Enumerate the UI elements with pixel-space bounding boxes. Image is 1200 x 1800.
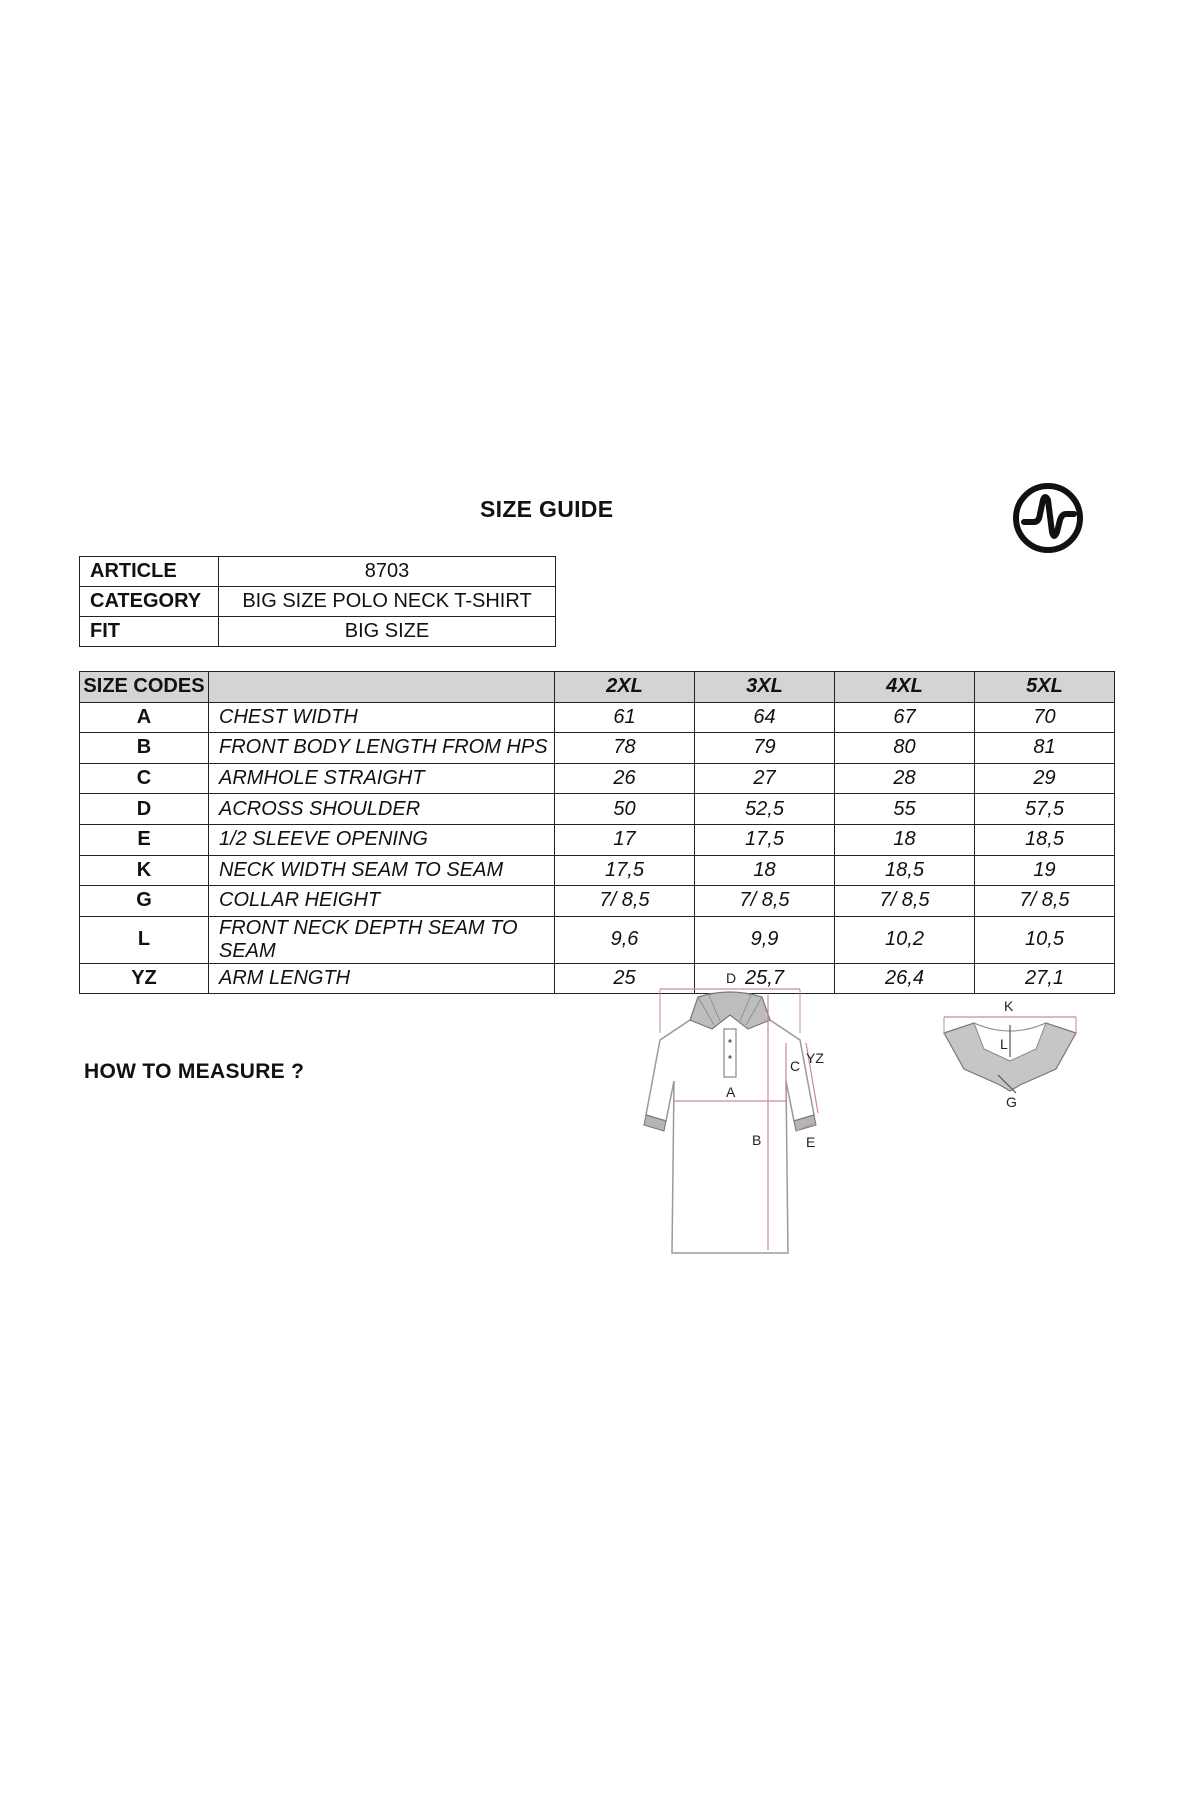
label-yz: YZ [806,1050,824,1066]
measure-value: 27,1 [975,963,1115,994]
measure-value: 25 [555,963,695,994]
measure-value: 55 [835,794,975,825]
label-k: K [1004,998,1014,1014]
measure-value: 7/ 8,5 [695,886,835,917]
header-size: 5XL [975,672,1115,703]
measure-value: 19 [975,855,1115,886]
measure-value: 28 [835,763,975,794]
info-row-article [80,557,556,587]
table-row [80,824,1115,855]
header-size-codes: SIZE CODES [80,672,209,703]
page-title: SIZE GUIDE [480,496,614,522]
measure-value: 10,2 [835,916,975,963]
table-header-row [80,672,1115,703]
size-code: A [80,702,209,733]
measure-value: 18 [835,824,975,855]
info-row-fit [80,617,556,647]
measure-description: COLLAR HEIGHT [209,886,555,917]
measure-value: 78 [555,733,695,764]
label-l: L [1000,1036,1008,1052]
size-code: YZ [80,963,209,994]
measure-value: 64 [695,702,835,733]
measure-description: 1/2 SLEEVE OPENING [209,824,555,855]
table-row [80,916,1115,963]
measure-description: FRONT NECK DEPTH SEAM TO SEAM [209,916,555,963]
measure-value: 10,5 [975,916,1115,963]
measure-value: 27 [695,763,835,794]
size-code: K [80,855,209,886]
measure-value: 26 [555,763,695,794]
table-row [80,855,1115,886]
label-b: B [752,1132,762,1148]
measure-value: 7/ 8,5 [555,886,695,917]
label-a: A [726,1084,736,1100]
measure-value: 18 [695,855,835,886]
wave-logo-icon [1012,482,1084,554]
info-value: BIG SIZE POLO NECK T-SHIRT [219,587,556,617]
label-e: E [806,1134,816,1150]
measure-value: 18,5 [975,824,1115,855]
measure-description: ACROSS SHOULDER [209,794,555,825]
size-code: G [80,886,209,917]
header-size: 2XL [555,672,695,703]
article-info-table [79,556,556,647]
measure-value: 17,5 [555,855,695,886]
collar-diagram [940,998,1080,1115]
measure-value: 25,7 [695,963,835,994]
label-c: C [790,1058,801,1074]
measure-value: 18,5 [835,855,975,886]
measure-description: CHEST WIDTH [209,702,555,733]
measure-value: 67 [835,702,975,733]
info-label: FIT [80,617,219,647]
size-code: C [80,763,209,794]
measure-description: FRONT BODY LENGTH FROM HPS [209,733,555,764]
header-description [209,672,555,703]
measure-value: 26,4 [835,963,975,994]
measure-value: 7/ 8,5 [835,886,975,917]
measure-value: 7/ 8,5 [975,886,1115,917]
measure-description: ARM LENGTH [209,963,555,994]
table-row [80,886,1115,917]
table-row [80,763,1115,794]
label-g: G [1006,1094,1017,1110]
header-size: 3XL [695,672,835,703]
size-code: E [80,824,209,855]
measure-value: 61 [555,702,695,733]
table-row [80,702,1115,733]
size-code: D [80,794,209,825]
header-size: 4XL [835,672,975,703]
table-row [80,733,1115,764]
measure-value: 57,5 [975,794,1115,825]
measure-value: 9,6 [555,916,695,963]
size-code: B [80,733,209,764]
measure-value: 17 [555,824,695,855]
measure-value: 81 [975,733,1115,764]
measure-value: 52,5 [695,794,835,825]
measure-value: 70 [975,702,1115,733]
info-row-category [80,587,556,617]
info-label: ARTICLE [80,557,219,587]
info-label: CATEGORY [80,587,219,617]
info-value: BIG SIZE [219,617,556,647]
measure-value: 80 [835,733,975,764]
size-chart-table [79,671,1115,994]
measure-value: 29 [975,763,1115,794]
table-row [80,794,1115,825]
measure-value: 9,9 [695,916,835,963]
label-d: D [726,970,737,986]
size-code: L [80,916,209,963]
measure-value: 17,5 [695,824,835,855]
measure-value: 79 [695,733,835,764]
info-value: 8703 [219,557,556,587]
table-row [80,963,1115,994]
measure-description: NECK WIDTH SEAM TO SEAM [209,855,555,886]
measure-value: 50 [555,794,695,825]
how-to-measure-heading: HOW TO MEASURE ? [84,1060,305,1083]
measure-description: ARMHOLE STRAIGHT [209,763,555,794]
